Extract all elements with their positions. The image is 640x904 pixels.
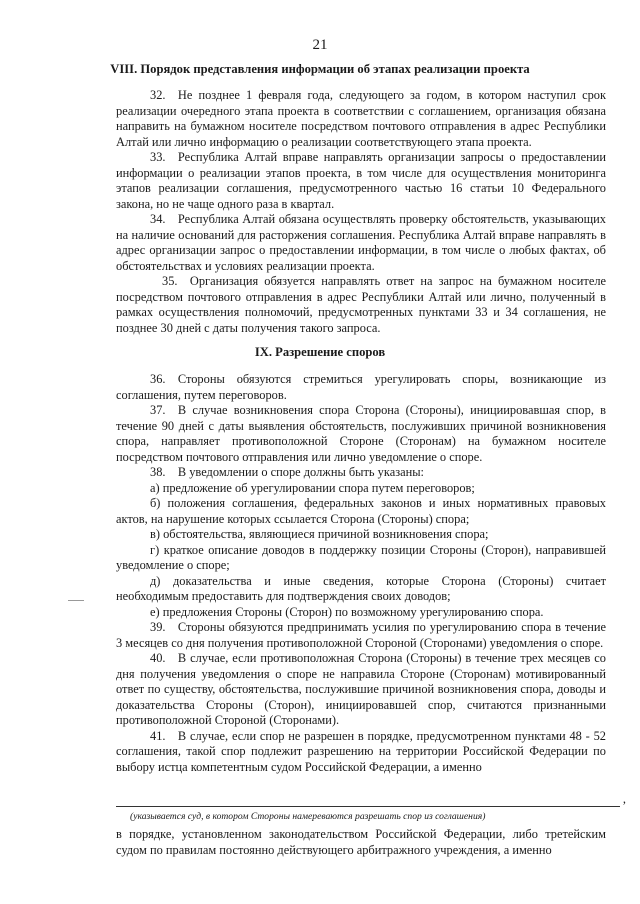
paragraph-38: 38. В уведомлении о споре должны быть указаны: <box>150 465 424 479</box>
fill-line-comma: , <box>622 792 626 806</box>
court-fill-in-line <box>116 792 626 807</box>
paragraph-32: 32. Не позднее 1 февраля года, следующего за годом, в котором наступил срок реализации очередного этапа проекта в соответствии с соглашением, организация обязана направить на бумажном носителе посредством почтового отправления в адрес Республики Алтай или лично информацию о реализации соответствующего этапа проекта. <box>116 88 606 149</box>
list-item-d: д) доказательства и иные сведения, которые Сторона (Стороны) считает необходимым предоставить для подтверждения своих доводов; <box>116 573 606 603</box>
paragraph-36: 36. Стороны обязуются стремиться урегулировать споры, возникающие из соглашения, путем переговоров. <box>116 372 606 402</box>
list-item-v: в) обстоятельства, являющиеся причиной возникновения спора; <box>150 527 489 541</box>
paragraph-40: 40. В случае, если противоположная Сторона (Стороны) в течение трех месяцев со дня получения уведомления о споре не направила Стороне (Сторонам) мотивированный ответ по существу, обстоятельства, послужившие причиной возникновения спора, доводы и доказательства Стороны (Сторон), инициировавшей спор, считаются признанными противоположной Стороной (Сторонами). <box>116 651 606 727</box>
section-9-body <box>116 372 606 775</box>
list-item-b: б) положения соглашения, федеральных законов и иных нормативных правовых актов, на нарушение которых ссылается Сторона (Стороны) спора; <box>116 496 606 526</box>
list-item-g: г) краткое описание доводов в поддержку позиции Стороны (Сторон), направившей уведомление о споре; <box>116 542 606 572</box>
court-fill-in-caption: (указывается суд, в котором Стороны намереваются разрешать спор из соглашения) <box>130 811 486 822</box>
section-9-title: IX. Разрешение споров <box>254 345 386 359</box>
paragraph-41-continuation: в порядке, установленном законодательством Российской Федерации, либо третейским судом по правилам постоянно действующего арбитражного учреждения, а именно <box>116 827 606 857</box>
section-8-body <box>116 88 606 336</box>
section-8-title: VIII. Порядок представления информации об этапах реализации проекта <box>110 62 530 76</box>
margin-scan-mark <box>68 600 84 601</box>
continuation-body <box>116 827 606 858</box>
paragraph-34: 34. Республика Алтай обязана осуществлять проверку обстоятельств, указывающих на наличие оснований для расторжения соглашения. Республика Алтай вправе направлять в адрес организации запрос о предоставлении информации, в том числе о любых фактах, об обстоятельствах и условиях реализации проекта. <box>116 212 606 273</box>
paragraph-35: 35. Организация обязуется направлять ответ на запрос на бумажном носителе посредством почтового отправления в адрес Республики Алтай или лично, полученный в рамках осуществления полномочий, предусмотренных пунктами 33 и 34 соглашения, не позднее 30 дней с даты получения такого запроса. <box>116 274 606 335</box>
paragraph-39: 39. Стороны обязуются предпринимать усилия по урегулированию спора в течение 3 месяцев со дня получения противоположной Стороной (Сторонами) уведомления о споре. <box>116 620 606 650</box>
paragraph-33: 33. Республика Алтай вправе направлять организации запросы о предоставлении информации о реализации этапов проекта, в том числе для осуществления мониторинга этапов реализации соглашения, предусмотренного частью 16 статьи 10 Федерального закона, но не чаще одного раза в квартал. <box>116 150 606 211</box>
list-item-a: а) предложение об урегулировании спора путем переговоров; <box>150 480 475 495</box>
paragraph-41: 41. В случае, если спор не разрешен в порядке, предусмотренном пунктами 48 - 52 соглашения, такой спор подлежит разрешению на территории Российской Федерации по выбору истца компетентным судом Российской Федерации, а именно <box>116 728 606 774</box>
paragraph-37: 37. В случае возникновения спора Сторона (Стороны), инициировавшая спор, в течение 90 дней с даты выявления обстоятельств, послуживших причиной возникновения спора, направляет противоположной Стороне (Сторонам) на бумажном носителе посредством почтового отправления или лично уведомление о споре. <box>116 403 606 464</box>
list-item-e: е) предложения Стороны (Сторон) по возможному урегулированию спора. <box>150 604 544 619</box>
page-number: 21 <box>312 37 328 53</box>
